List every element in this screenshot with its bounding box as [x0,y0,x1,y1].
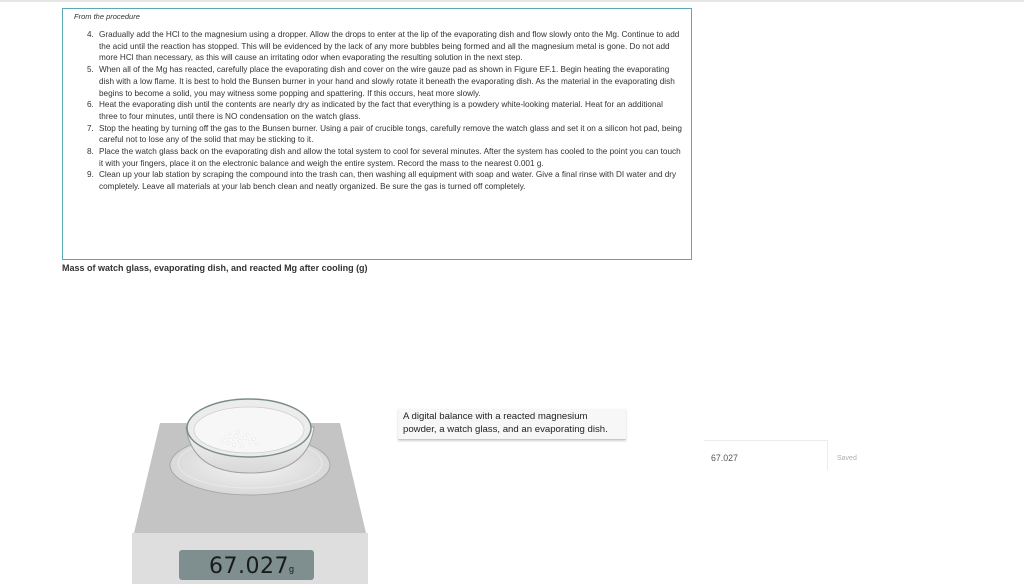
balance-unit: g [289,564,295,574]
question-label: Mass of watch glass, evaporating dish, and reacted Mg after cooling (g) [62,263,368,273]
balance-reading: 67.027 [209,554,289,579]
step-number: 8. [87,147,94,157]
step-text: Place the watch glass back on the evaporating dish and allow the total system to cool for several minutes. After the system has cooled to the point you can touch it with your fingers, place it on the electronic balance and weigh the entire system. Record the mass to the nearest 0.001 g. [99,147,681,168]
step-text: Heat the evaporating dish until the contents are nearly dry as indicated by the fact that everything is a powdery white-looking material. Heat for an additional three to four minutes, until there is NO condensation on the watch glass. [99,100,663,121]
top-divider [0,0,1024,2]
procedure-step [63,169,691,192]
step-number: 4. [87,30,94,39]
saved-status: Saved [837,455,857,462]
procedure-panel [62,8,692,260]
mass-answer-input[interactable] [704,440,828,470]
procedure-step [63,64,691,99]
procedure-step [63,146,691,169]
procedure-step [63,123,691,146]
image-caption: A digital balance with a reacted magnesium powder, a watch glass, and an evaporating dish. [398,409,626,440]
procedure-steps [63,29,691,193]
answer-value: 67.027 [711,453,738,463]
digital-balance-illustration [130,395,370,584]
step-text: Clean up your lab station by scraping the compound into the trash can, then washing all equipment with soap and water. Give a final rinse with DI water and dry completely. Leave all materials at your lab bench clean and neatly organized. Be sure the gas is turned off completely. [99,170,677,192]
step-number: 5. [87,65,94,75]
step-number: 9. [87,170,94,180]
step-text: Gradually add the HCl to the magnesium using a dropper. Allow the drops to enter at the lip of the evaporating dish and flow slowly onto the Mg. Continue to add the acid until the reaction has stopped. This will be evidenced by the lack of any more bubbles being formed and all the magnesium metal is gone. Do not add more HCl than necessary, as this will cause an irritating odor when evaporating the resulting solution in the next step. [99,30,680,63]
step-number: 6. [87,100,94,110]
balance-display [179,550,314,580]
step-text: When all of the Mg has reacted, carefully place the evaporating dish and cover on the wire gauze pad as shown in Figure EF.1. Begin heating the evaporating dish with a low flame. It is best to hold the Bunsen burner in your hand and slowly rotate it beneath the evaporating dish. As the material in the evaporating dish begins to become a solid, you may witness some popping and spattering. If this occurs, heat more slowly. [99,65,675,98]
step-text: Stop the heating by turning off the gas to the Bunsen burner. Using a pair of crucible tongs, carefully remove the watch glass and set it on a silicon hot pad, being careful not to lose any of the solid that may be sticking to it. [99,123,682,145]
procedure-heading: From the procedure [74,12,140,21]
procedure-step [63,29,691,64]
step-number: 7. [87,123,94,133]
procedure-step [63,99,691,122]
